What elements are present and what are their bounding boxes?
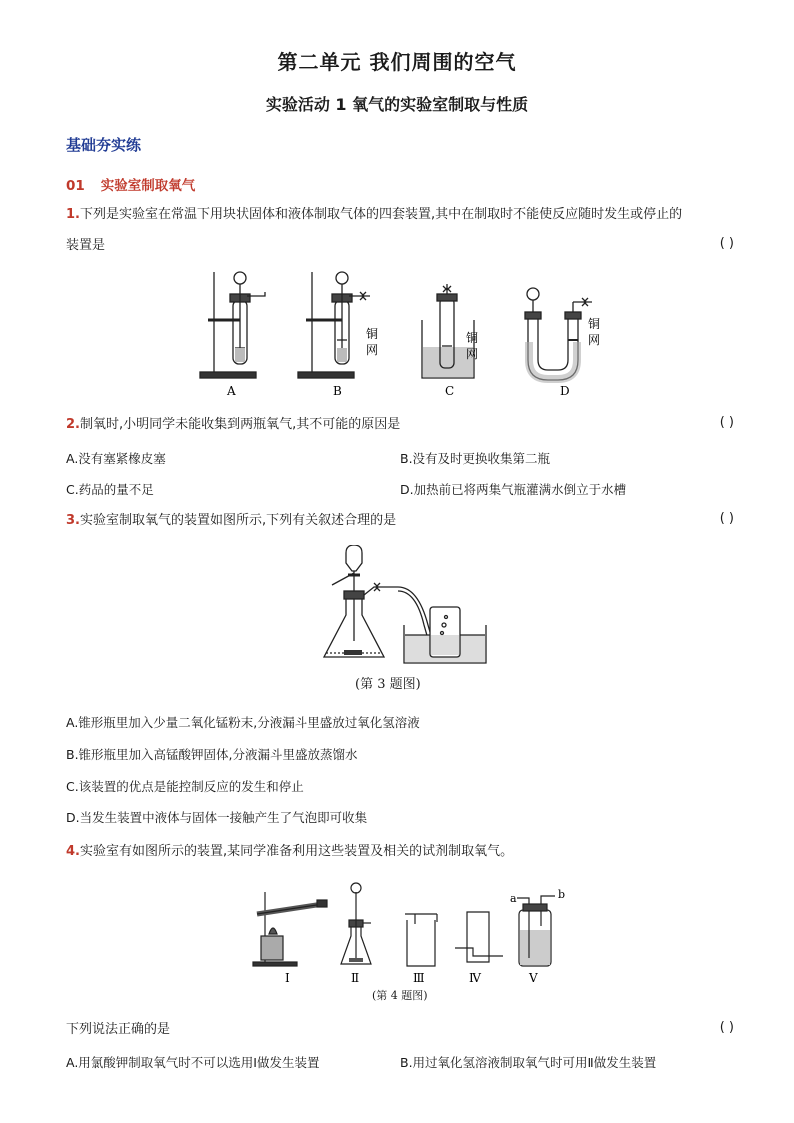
q1-mesh-label-b-1: 铜 [366, 327, 379, 341]
apparatus-d [525, 288, 592, 380]
q4-label-3: Ⅲ [413, 971, 425, 985]
q2-answer-paren[interactable]: ( ) [719, 415, 734, 430]
q1-mesh-label-c-1: 铜 [466, 331, 479, 345]
q1-number: 1. [66, 207, 80, 222]
q3-option-d[interactable]: D.当发生装置中液体与固体一接触产生了气泡即可收集 [66, 810, 368, 825]
subsection-title: 实验室制取氧气 [100, 178, 196, 194]
section-title: 基础夯实练 [66, 136, 142, 154]
q2-option-c[interactable]: C.药品的量不足 [66, 482, 154, 497]
q4-label-1: Ⅰ [285, 971, 290, 985]
q3-option-c[interactable]: C.该装置的优点是能控制反应的发生和停止 [66, 779, 304, 794]
q1-label-b: B [333, 384, 342, 398]
q4-answer-paren[interactable]: ( ) [719, 1020, 734, 1035]
apparatus-a [200, 272, 265, 378]
activity-title: 实验活动 1 氧气的实验室制取与性质 [265, 95, 529, 114]
apparatus-b [298, 272, 370, 378]
q4-label-2: Ⅱ [351, 971, 360, 985]
q2-number: 2. [66, 417, 80, 432]
q4-option-a[interactable]: A.用氯酸钾制取氧气时不可以选用Ⅰ做发生装置 [66, 1055, 320, 1070]
q2-option-d[interactable]: D.加热前已将两集气瓶灌满水倒立于水槽 [400, 482, 627, 497]
q1-label-c: C [445, 384, 455, 398]
q1-text [66, 205, 736, 225]
q1-mesh-label-c-2: 网 [466, 347, 479, 361]
q4-label-5: Ⅴ [529, 971, 538, 985]
q3-answer-paren[interactable]: ( ) [719, 511, 734, 526]
q4-option-b[interactable]: B.用过氧化氢溶液制取氧气时可用Ⅱ做发生装置 [400, 1055, 657, 1070]
q4-port-b: b [558, 888, 566, 901]
q4-text [66, 842, 736, 862]
q4-prompt: 下列说法正确的是 [66, 1022, 171, 1037]
q4-number: 4. [66, 844, 80, 859]
q4-port-a: a [510, 892, 517, 905]
q3-caption: (第 3 题图) [355, 677, 421, 692]
q3-option-a[interactable]: A.锥形瓶里加入少量二氧化锰粉末,分液漏斗里盛放过氧化氢溶液 [66, 715, 420, 730]
q1-mesh-label-b-2: 网 [366, 343, 379, 357]
q2-option-a[interactable]: A.没有塞紧橡皮塞 [66, 451, 166, 466]
q3-stem: 实验室制取氧气的装置如图所示,下列有关叙述合理的是 [79, 513, 397, 528]
q2-text [66, 415, 736, 435]
q4-caption: (第 4 题图) [372, 989, 428, 1002]
q1-figure [190, 262, 620, 407]
subsection-heading [66, 174, 195, 194]
q3-text [66, 511, 736, 531]
q1-answer-paren[interactable]: ( ) [719, 236, 734, 251]
q1-label-a: A [227, 384, 236, 398]
q2-stem: 制氧时,小明同学未能收集到两瓶氧气,其不可能的原因是 [79, 417, 401, 432]
q4-label-4: Ⅳ [469, 971, 481, 985]
q3-option-b[interactable]: B.锥形瓶里加入高锰酸钾固体,分液漏斗里盛放蒸馏水 [66, 747, 358, 762]
q1-text-line1: 下列是实验室在常温下用块状固体和液体制取气体的四套装置,其中在制取时不能使反应随时发生或停止的 [79, 207, 683, 222]
subsection-number: 01 [66, 178, 85, 194]
q1-text-line2: 装置是 [66, 238, 106, 253]
q4-figure [245, 878, 575, 988]
q3-figure [318, 545, 488, 670]
q1-mesh-label-d-1: 铜 [588, 317, 601, 331]
unit-title: 第二单元 我们周围的空气 [277, 50, 517, 74]
q1-label-d: D [560, 384, 570, 398]
q3-number: 3. [66, 513, 80, 528]
q4-stem: 实验室有如图所示的装置,某同学准备利用这些装置及相关的试剂制取氧气。 [79, 844, 514, 859]
q1-mesh-label-d-2: 网 [588, 333, 601, 347]
q2-option-b[interactable]: B.没有及时更换收集第二瓶 [400, 451, 551, 466]
